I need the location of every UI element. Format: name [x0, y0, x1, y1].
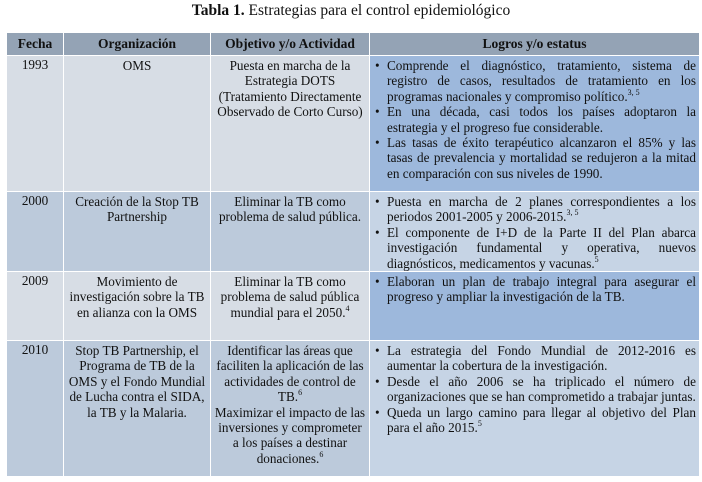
achievement-text: La estrategia del Fondo Mundial de 2012-2016 es aumentar la cobertura de la investigación. — [387, 343, 696, 374]
objective-span: Puesta en marcha de la Estrategia DOTS (Tratamiento Directamente Observado de Corto Curso) — [217, 58, 363, 120]
objective-text — [214, 274, 366, 320]
objective-span: Identificar las áreas que faciliten la aplicación de las actividades de control de TB. — [216, 343, 364, 405]
cell-objetivo — [211, 272, 370, 341]
table-row — [7, 341, 700, 477]
achievement-text: En una década, casi todos los países adoptaron la estrategia y el progreso fue considerable. — [387, 104, 696, 135]
strategies-table — [6, 32, 700, 477]
cell-logros — [370, 341, 700, 477]
achievement-text: Comprende el diagnóstico, tratamiento, sistema de registro de casos, resultados de tratamiento en los programas nacionales y compromiso político. — [387, 58, 696, 104]
achievement-text: Elaboran un plan de trabajo integral para asegurar el progreso y ampliar la investigación de la TB. — [387, 274, 696, 305]
objective-span: Maximizar el impacto de las inversiones y comprometer a los países a destinar donaciones. — [214, 404, 366, 466]
cell-objetivo — [211, 192, 370, 272]
achievements-list — [373, 343, 696, 435]
table-row — [7, 272, 700, 341]
objective-span: Eliminar la TB como problema de salud pública mundial para el 2050. — [220, 274, 360, 320]
achievement-text: Desde el año 2006 se ha triplicado el número de organizaciones que se han comprometido a trabajar juntas. — [387, 373, 696, 405]
list-item — [387, 343, 696, 374]
cell-logros — [370, 272, 700, 341]
cell-organizacion: Creación de la Stop TB Partnership — [64, 192, 211, 272]
objective-span: Eliminar la TB como problema de salud pública. — [218, 194, 362, 225]
objective-text — [214, 343, 366, 405]
list-item — [387, 135, 696, 181]
cell-organizacion: Movimiento de investigación sobre la TB en alianza con la OMS — [64, 272, 211, 341]
objective-text — [214, 58, 366, 120]
caption-text: Estrategias para el control epidemiológico — [244, 2, 511, 19]
reference-sup: 5 — [594, 254, 599, 264]
caption-label: Tabla 1. — [191, 2, 245, 19]
reference-sup: 4 — [345, 303, 350, 313]
cell-objetivo — [211, 341, 370, 477]
cell-fecha: 2010 — [7, 341, 64, 477]
header-objetivo: Objetivo y/o Actividad — [211, 33, 370, 56]
table-body — [7, 56, 700, 477]
list-item — [387, 274, 696, 305]
achievements-list — [373, 58, 696, 181]
cell-logros — [370, 56, 700, 192]
header-organizacion: Organización — [64, 33, 211, 56]
header-logros: Logros y/o estatus — [370, 33, 700, 56]
list-item — [387, 225, 696, 271]
list-item — [387, 374, 696, 405]
achievement-text: Queda un largo camino para llegar al objetivo del Plan para el año 2015. — [387, 404, 696, 436]
achievement-text: El componente de I+D de la Parte II del Plan abarca investigación fundamental y operativa, nuevos diagnósticos, medicamentos y vacunas. — [387, 224, 696, 271]
list-item — [387, 194, 696, 225]
cell-objetivo — [211, 56, 370, 192]
reference-sup: 6 — [298, 388, 303, 398]
cell-logros — [370, 192, 700, 272]
achievement-text: Puesta en marcha de 2 planes correspondientes a los periodos 2001-2005 y 2006-2015. — [387, 194, 696, 225]
list-item — [387, 104, 696, 135]
reference-sup: 5 — [477, 419, 482, 429]
list-item — [387, 405, 696, 436]
cell-fecha: 1993 — [7, 56, 64, 192]
cell-fecha: 2000 — [7, 192, 64, 272]
achievements-list — [373, 274, 696, 305]
reference-sup: 6 — [319, 449, 324, 459]
achievements-list — [373, 194, 696, 271]
table-row — [7, 56, 700, 192]
reference-sup: 3, 5 — [566, 208, 579, 218]
table-row — [7, 192, 700, 272]
reference-sup: 3, 5 — [627, 87, 640, 97]
header-row — [7, 33, 700, 56]
list-item — [387, 58, 696, 104]
table-caption — [0, 2, 702, 20]
header-fecha: Fecha — [7, 33, 64, 56]
objective-text — [214, 405, 366, 467]
objective-text — [214, 194, 366, 225]
cell-organizacion: OMS — [64, 56, 211, 192]
cell-fecha: 2009 — [7, 272, 64, 341]
achievement-text: Las tasas de éxito terapéutico alcanzaron el 85% y las tasas de prevalencia y mortalidad se redujeron a la mitad en comparación con sus niveles de 1990. — [387, 135, 696, 181]
cell-organizacion: Stop TB Partnership, el Programa de TB de la OMS y el Fondo Mundial de Lucha contra el SIDA, la TB y la Malaria. — [64, 341, 211, 477]
